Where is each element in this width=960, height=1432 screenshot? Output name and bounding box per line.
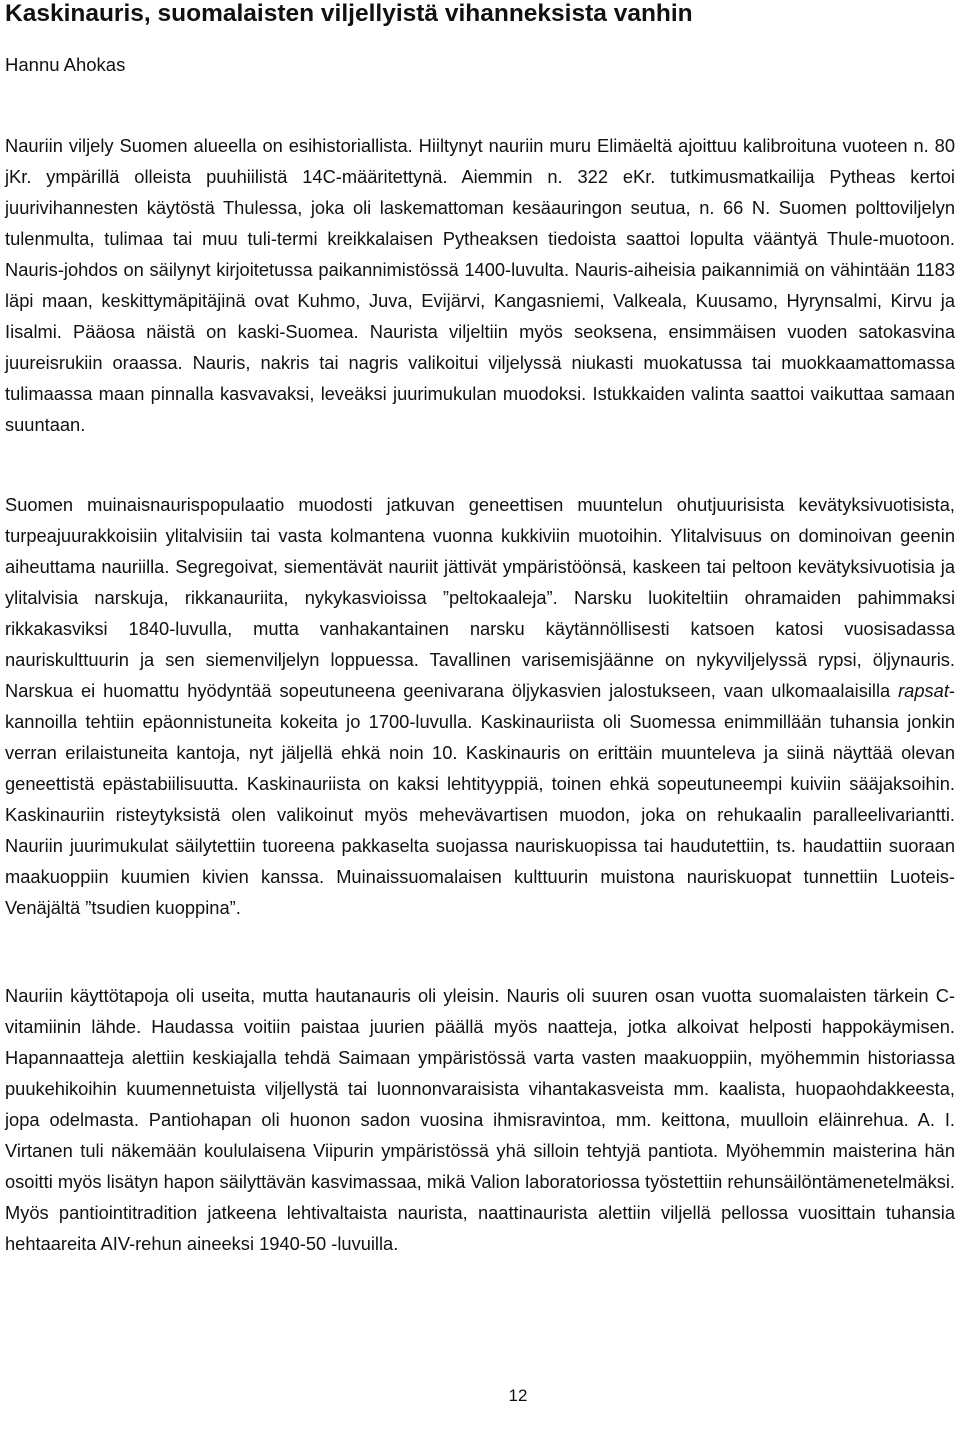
page-number: 12 (508, 1386, 528, 1405)
paragraph-2-italic-term: rapsat (898, 680, 949, 701)
paragraph-2 (5, 489, 955, 923)
document-title: Kaskinauris, suomalaisten viljellyistä vihanneksista vanhin (5, 0, 693, 27)
paragraph-2-text-end: -kannoilla tehtiin epäonnistuneita kokeita jo 1700-luvulla. Kaskinauriista oli Suomessa enimmillään tuhansia jonkin verran erilaistuneita kantoja, nyt jäljellä ehkä noin 10. Kaskinauris on erittäin muunteleva ja siinä näyttää olevan geneettistä epästabiilisuutta. Kaskinauriista on kaksi lehtityyppiä, toinen ehkä sopeutuneempi kuiviin sääjaksoihin. Kaskinauriin risteytyksistä olen valikoinut myös mehevävartisen muodon, joka on rehukaalin paralleelivariantti. Nauriin juurimukulat säilytettiin tuoreena pakkaselta suojassa nauriskuopissa tai haudutettiin, ts. haudattiin suoraan maakuoppiin kuumien kivien kanssa. Muinaissuomalaisen kulttuurin muistona nauriskuopat tunnettiin Luoteis-Venäjältä ”tsudien kuoppina”. (5, 680, 955, 918)
author-name: Hannu Ahokas (5, 54, 126, 75)
paragraph-3: Nauriin käyttötapoja oli useita, mutta hautanauris oli yleisin. Nauris oli suuren osan vuotta suomalaisten tärkein C-vitamiinin lähde. Haudassa voitiin paistaa juurien päällä myös naatteja, jotka alkoivat helposti happokäymisen. Hapannaatteja alettiin keskiajalla tehdä Saimaan ympäristössä varta vasten maakuoppiin, myöhemmin historiassa puukehikoihin kuumennetuista viljellystä tai luonnonvaraisista vihantakasveista mm. kaalista, huopaohdakkeesta, jopa odelmasta. Pantiohapan oli huonon sadon vuosina ihmisravintoa, mm. keittona, muulloin eläinrehua. A. I. Virtanen tuli näkemään koululaisena Viipurin ympäristössä yhä silloin tehtyjä pantiota. Myöhemmin maisterina hän osoitti myös lisätyn hapon säilyttävän kasvimassaa, mikä Valion laboratoriossa työstettiin rehunsäilöntämenetelmäksi. Myös pantiointitradition jatkeena lehtivaltaista naurista, naattinaurista alettiin viljellä pellossa vuosittain tuhansia hehtaareita AIV-rehun aineeksi 1940-50 -luvuilla. (5, 985, 955, 1254)
paragraph-1: Nauriin viljely Suomen alueella on esihistoriallista. Hiiltynyt nauriin muru Elimäeltä ajoittuu kalibroituna vuoteen n. 80 jKr. ympärillä olleista puuhiilistä 14C-määritettynä. Aiemmin n. 322 eKr. tutkimusmatkailija Pytheas kertoi juurivihannesten käytöstä Thulessa, joka oli laskemattoman kesäauringon seutua, n. 66 N. Suomen polttoviljelyn tulenmulta, tulimaa tai muu tuli-termi kreikkalaisen Pytheaksen tiedoista saattoi lopulta vääntyä Thule-muotoon. Nauris-johdos on säilynyt kirjoitetussa paikannimistössä 1400-luvulta. Nauris-aiheisia paikannimiä on vähintään 1183 läpi maan, keskittymäpitäjinä ovat Kuhmo, Juva, Evijärvi, Kangasniemi, Valkeala, Kuusamo, Hyrynsalmi, Kirvu ja Iisalmi. Pääosa näistä on kaski-Suomea. Naurista viljeltiin myös seoksena, ensimmäisen vuoden satokasvina juureisrukiin oraassa. Nauris, nakris tai nagris valikoitui viljelyssä niukasti muokatussa tai muokkaamattomassa tulimaassa maan pinnalla kasvavaksi, leveäksi juurimukulan muodoksi. Istukkaiden valinta saattoi vaikuttaa samaan suuntaan. (5, 135, 955, 435)
paragraph-2-text-start: Suomen muinaisnaurispopulaatio muodosti jatkuvan geneettisen muuntelun ohutjuurisista kevätyksivuotisista, turpeajuurakkoisiin ylitalvisiin tai vasta kolmantena vuonna kukkiviin muotoihin. Ylitalvisuus on dominoivan geenin aiheuttama nauriilla. Segregoivat, siementävät nauriit jättivät ympäristöönsä, kaskeen tai peltoon kevätyksivuotisia ja ylitalvisia narskuja, rikkanauriita, nykykasvioissa ”peltokaaleja”. Narsku luokiteltiin ohramaiden pahimmaksi rikkakasviksi 1840-luvulla, mutta vanhakantainen narsku käytännöllisesti katsoen katosi vuosisadassa nauriskulttuurin ja sen siemenviljelyn loppuessa. Tavallinen varisemisjäänne on nykyviljelyssä rypsi, öljynauris. Narskua ei huomattu hyödyntää sopeutuneena geenivarana öljykasvien jalostukseen, vaan ulkomaalaisilla (5, 494, 955, 701)
